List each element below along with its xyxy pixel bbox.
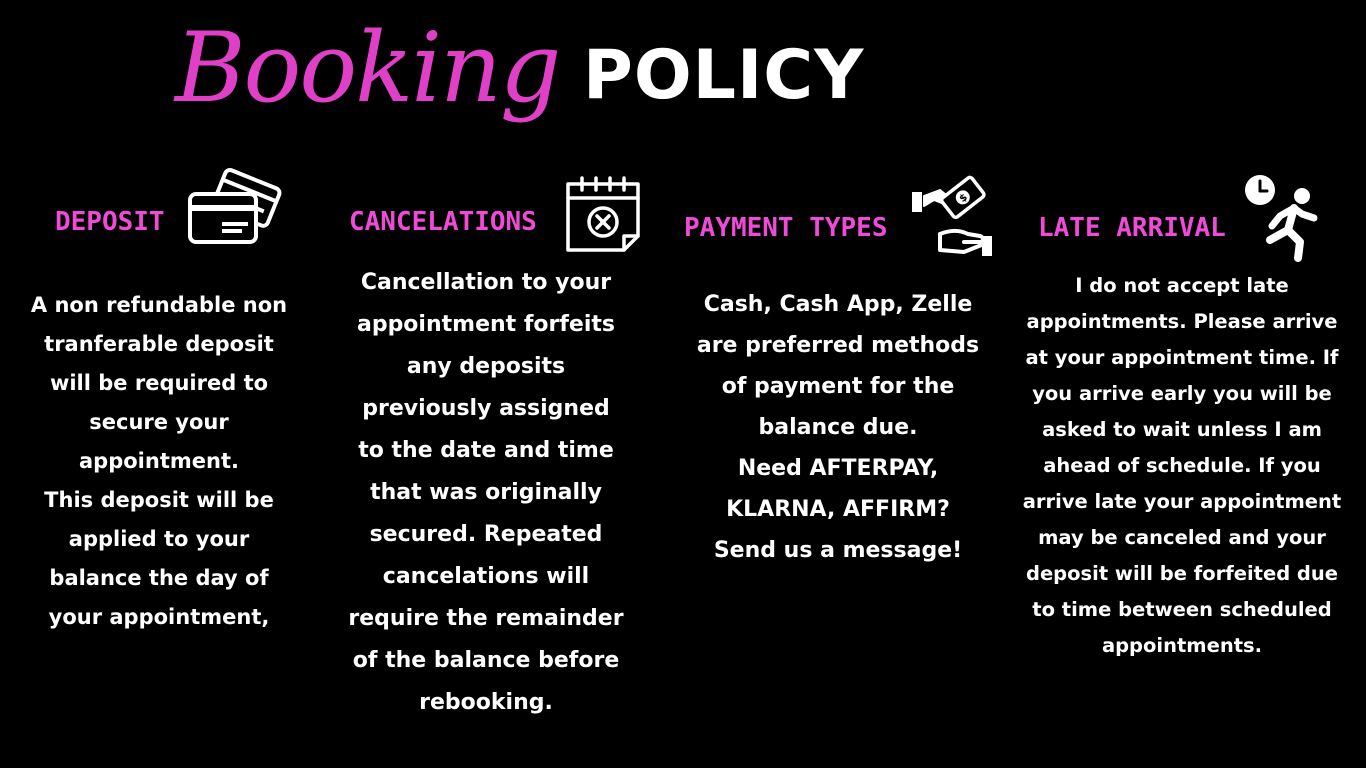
deposit-line: your appointment, xyxy=(48,605,270,629)
heading-deposit: DEPOSIT xyxy=(55,207,165,237)
cancelations-line: Cancellation to your xyxy=(360,270,612,295)
payment-types-line: of payment for the xyxy=(721,374,955,399)
late-arrival-body-text xyxy=(1006,268,1358,664)
cancelations-line: that was originally xyxy=(370,480,602,505)
cancelations-line: rebooking. xyxy=(419,690,553,715)
payment-types-line: are preferred methods xyxy=(696,333,980,358)
deposit-line: balance the day of xyxy=(49,566,269,590)
late-arrival-line: at your appointment time. If xyxy=(1025,346,1339,369)
cancelations-line: appointment forfeits xyxy=(356,312,616,337)
late-arrival-line: appointments. xyxy=(1101,634,1263,657)
late-arrival-line: you arrive early you will be xyxy=(1032,382,1332,405)
cancelations-line: secured. Repeated xyxy=(369,522,603,547)
payment-types-line: Cash, Cash App, Zelle xyxy=(703,292,973,317)
heading-payment-types: PAYMENT TYPES xyxy=(684,213,888,243)
deposit-line: secure your xyxy=(89,410,229,434)
title-policy: POLICY xyxy=(583,36,865,115)
late-arrival-line: arrive late your appointment xyxy=(1022,490,1342,513)
title-script-booking: Booking xyxy=(175,12,560,124)
late-arrival-line: asked to wait unless I am xyxy=(1042,418,1322,441)
payment-types-body-text xyxy=(676,284,1000,571)
heading-late-arrival: LATE ARRIVAL xyxy=(1038,213,1226,243)
cash-payment-icon xyxy=(910,172,994,260)
cancelations-line: to the date and time xyxy=(358,438,614,463)
running-late-clock-icon xyxy=(1240,170,1332,264)
payment-types-line: Send us a message! xyxy=(713,538,963,563)
late-arrival-line: may be canceled and your xyxy=(1038,526,1326,549)
late-arrival-line: appointments. Please arrive xyxy=(1026,310,1338,333)
calendar-cancel-icon xyxy=(562,174,644,256)
deposit-line: applied to your xyxy=(68,527,250,551)
cancelations-line: cancelations will xyxy=(382,564,590,589)
deposit-line: will be required to xyxy=(49,371,269,395)
cancelations-line: any deposits xyxy=(406,354,566,379)
deposit-line: appointment. xyxy=(79,449,239,473)
deposit-line: This deposit will be xyxy=(44,488,274,512)
deposit-line: A non refundable non xyxy=(30,293,288,317)
late-arrival-line: ahead of schedule. If you xyxy=(1043,454,1321,477)
cancelations-line: of the balance before xyxy=(352,648,620,673)
late-arrival-line: to time between scheduled xyxy=(1032,598,1332,621)
payment-types-line: KLARNA, AFFIRM? xyxy=(726,497,950,522)
cancelations-line: previously assigned xyxy=(362,396,610,421)
cancelations-body-text xyxy=(326,262,646,724)
heading-cancelations: CANCELATIONS xyxy=(349,207,537,237)
credit-cards-icon xyxy=(186,164,282,254)
deposit-body-text xyxy=(14,286,304,637)
cancelations-line: require the remainder xyxy=(348,606,624,631)
payment-types-line: balance due. xyxy=(758,415,918,440)
deposit-line: tranferable deposit xyxy=(44,332,274,356)
late-arrival-line: deposit will be forfeited due xyxy=(1025,562,1339,585)
late-arrival-line: I do not accept late xyxy=(1075,274,1289,297)
payment-types-line: Need AFTERPAY, xyxy=(737,456,939,481)
svg-text:$: $ xyxy=(957,192,970,206)
